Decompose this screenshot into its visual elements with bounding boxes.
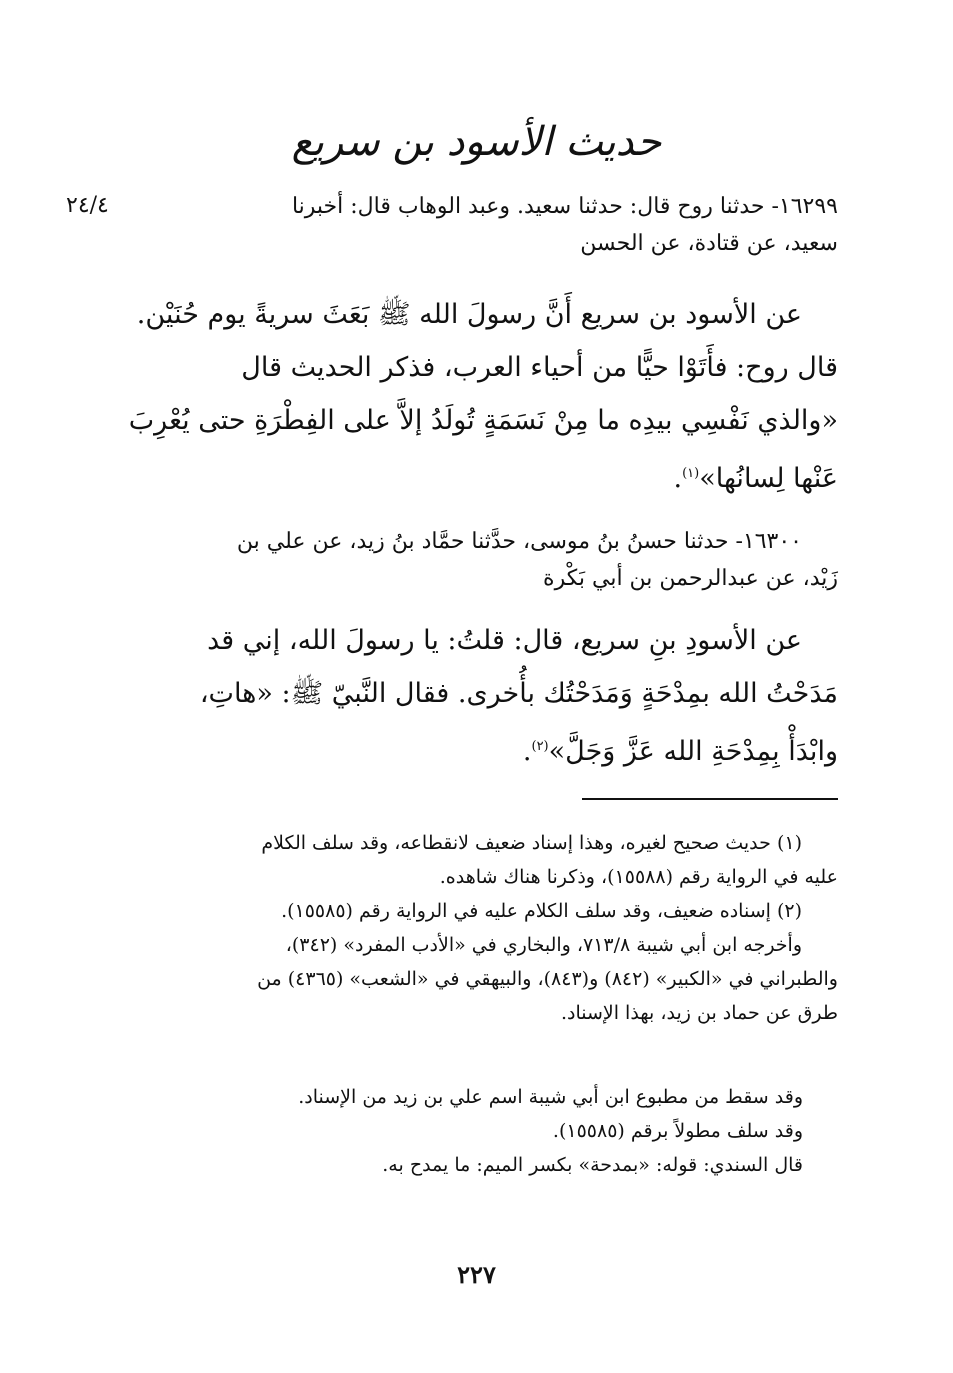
hadith-line [114,720,838,778]
footnote-line: وأخرجه ابن أبي شيبة ٧١٣/٨، والبخاري في «الأدب المفرد» (٣٤٢)، [285,934,802,956]
page-number: ٢٢٧ [457,1260,496,1289]
chain-line: ١٦٣٠٠- حدثنا حسنُ بنُ موسى، حدَّثنا حمَّاد بنُ زيد، عن علي بن [236,529,802,554]
footnote-line: (٢) إسناده ضعيف، وقد سلف الكلام عليه في الرواية رقم (١٥٥٨٥). [281,900,802,922]
hadith-line: عن الأسود بن سريع أَنَّ رسولَ الله ﷺ بَعَثَ سريةً يوم حُنَيْن. [136,299,802,330]
hadith-line: مَدَحْتُ الله بمِدْحَةٍ وَمَدَحْتُك بأُخرى. فقال النَّبيّ ﷺ: «هاتِ، [199,678,838,709]
chain-line: ١٦٢٩٩- حدثنا روح قال: حدثنا سعيد. وعبد الوهاب قال: أخبرنا [291,194,838,219]
footnotes-continued [113,1080,803,1182]
hadith-16299-chain [78,188,838,262]
hadith-line-text: عَنْها لِسانُها» [699,463,838,494]
hadith-line-text: وابْدَأْ بِمِدْحَةِ الله عَزَّ وَجَلَّ» [548,736,838,767]
footnotes [114,826,838,1030]
hadith-line [114,447,838,505]
chain-line: سعيد، عن قتادة، عن الحسن [580,231,838,256]
footnote-line: والطبراني في «الكبير» (٨٤٢) و(٨٤٣)، والبيهقي في «الشعب» (٤٣٦٥) من [257,968,838,990]
footnote-separator [582,798,838,800]
chapter-title: حديث الأسود بن سريع [291,119,662,165]
chain-line: زَيْد، عن عبدالرحمن بن أبي بَكْرة [543,566,838,591]
margin-volume-reference: ٢٤/٤ [66,193,109,218]
footnote-line: قال السندي: قوله: «بمدحة» بكسر الميم: ما يمدح به. [382,1154,803,1176]
hadith-16300-text [114,614,838,778]
hadith-16300-chain [114,523,838,597]
footnote-line: عليه في الرواية رقم (١٥٥٨٨)، وذكرنا هناك شاهده. [439,866,838,888]
footnote-line: (١) حديث صحيح لغيره، وهذا إسناد ضعيف لانقطاعه، وقد سلف الكلام [261,832,802,854]
footnote-line: طرق عن حماد بن زيد، بهذا الإسناد. [560,1002,838,1024]
hadith-line: قال روح: فأَتَوْا حيًّا من أحياء العرب، فذكر الحديث قال [241,352,838,383]
hadith-16299-text [114,288,838,505]
footnote-marker: (٢) [531,739,549,754]
footnote-marker: (١) [682,466,700,481]
footnote-line: وقد سلف مطولاً برقم (١٥٥٨٥). [552,1120,803,1142]
hadith-line-end: . [673,463,683,494]
hadith-line-end: . [522,736,532,767]
footnote-line: وقد سقط من مطبوع ابن أبي شيبة اسم علي بن زيد من الإسناد. [298,1086,803,1108]
hadith-line: «والذي نَفْسِي بيدِه ما مِنْ نَسَمَةٍ تُولَدُ إلاَّ على الفِطْرَةِ حتى يُعْرِبَ [128,405,838,436]
hadith-line: عن الأسودِ بنِ سريع، قال: قلتُ: يا رسولَ الله، إني قد [207,625,802,656]
